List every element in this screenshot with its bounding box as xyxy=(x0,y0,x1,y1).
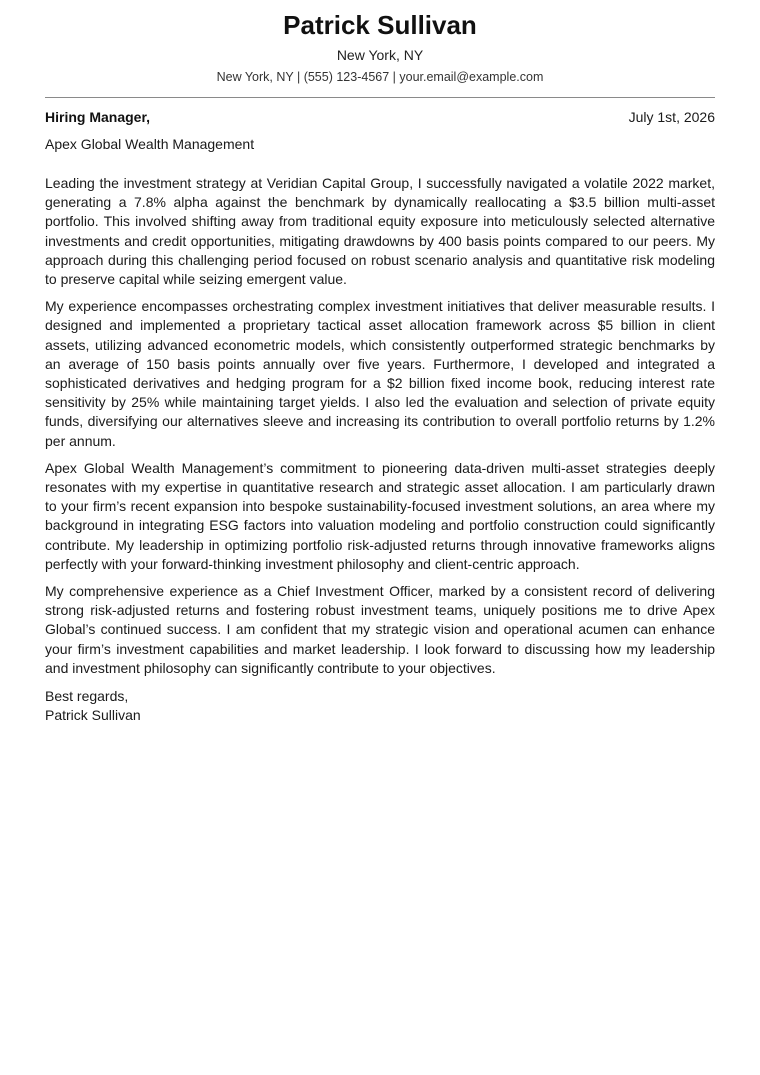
body-paragraph-3: Apex Global Wealth Management’s commitment to pioneering data-driven multi-asset strategies deeply resonates with my expertise in quantitative research and strategic asset allocation. I am particularly drawn to your firm’s recent expansion into bespoke sustainability-focused investment solutions, an area where my background in integrating ESG factors into valuation modeling and portfolio construction could significantly contribute. My leadership in optimizing portfolio risk-adjusted returns through innovative frameworks aligns perfectly with your forward-thinking investment philosophy and client-centric approach. xyxy=(45,459,715,572)
recipient-date-row xyxy=(45,108,715,127)
applicant-contact-line: New York, NY | (555) 123-4567 | your.email@example.com xyxy=(216,70,544,84)
recipient-salutation: Hiring Manager, xyxy=(45,109,151,125)
letter-body xyxy=(45,174,715,678)
body-paragraph-4: My comprehensive experience as a Chief Investment Officer, marked by a consistent record of delivering strong risk-adjusted returns and fostering robust investment teams, uniquely positions me to drive Apex Global’s continued success. I am confident that my strategic vision and operational acumen can enhance your firm’s investment capabilities and market leadership. I look forward to discussing how my leadership and investment philosophy can significantly contribute to your objectives. xyxy=(45,583,715,676)
letter-date: July 1st, 2026 xyxy=(628,109,715,125)
applicant-location: New York, NY xyxy=(336,47,424,63)
letter-header xyxy=(45,0,715,86)
closing-phrase: Best regards, xyxy=(45,688,129,705)
letter-signoff xyxy=(45,687,715,725)
recipient-company: Apex Global Wealth Management xyxy=(45,136,255,152)
header-divider xyxy=(45,97,715,98)
applicant-name: Patrick Sullivan xyxy=(283,10,477,40)
body-paragraph-2: My experience encompasses orchestrating complex investment initiatives that deliver measurable results. I designed and implemented a proprietary tactical asset allocation framework across $5 billion in client assets, utilizing advanced econometric models, which consistently outperformed strategic benchmarks by an average of 150 basis points annually over five years. Furthermore, I developed and integrated a sophisticated derivatives and hedging program for a $2 billion fixed income book, reducing interest rate sensitivity by 25% while maintaining target yields. I also led the evaluation and selection of private equity funds, diversifying our alternatives sleeve and increasing its contribution to overall portfolio returns by 1.2% per annum. xyxy=(45,298,715,449)
signature-name: Patrick Sullivan xyxy=(45,707,141,724)
body-paragraph-1: Leading the investment strategy at Veridian Capital Group, I successfully navigated a volatile 2022 market, generating a 7.8% alpha against the benchmark by dynamically reallocating a $3.5 billion multi-asset portfolio. This involved shifting away from traditional equity exposure into meticulously selected alternative investments and credit opportunities, mitigating drawdowns by 400 basis points compared to our peers. My approach during this challenging period focused on robust scenario analysis and quantitative risk modeling to preserve capital while seizing emergent value. xyxy=(45,175,715,288)
